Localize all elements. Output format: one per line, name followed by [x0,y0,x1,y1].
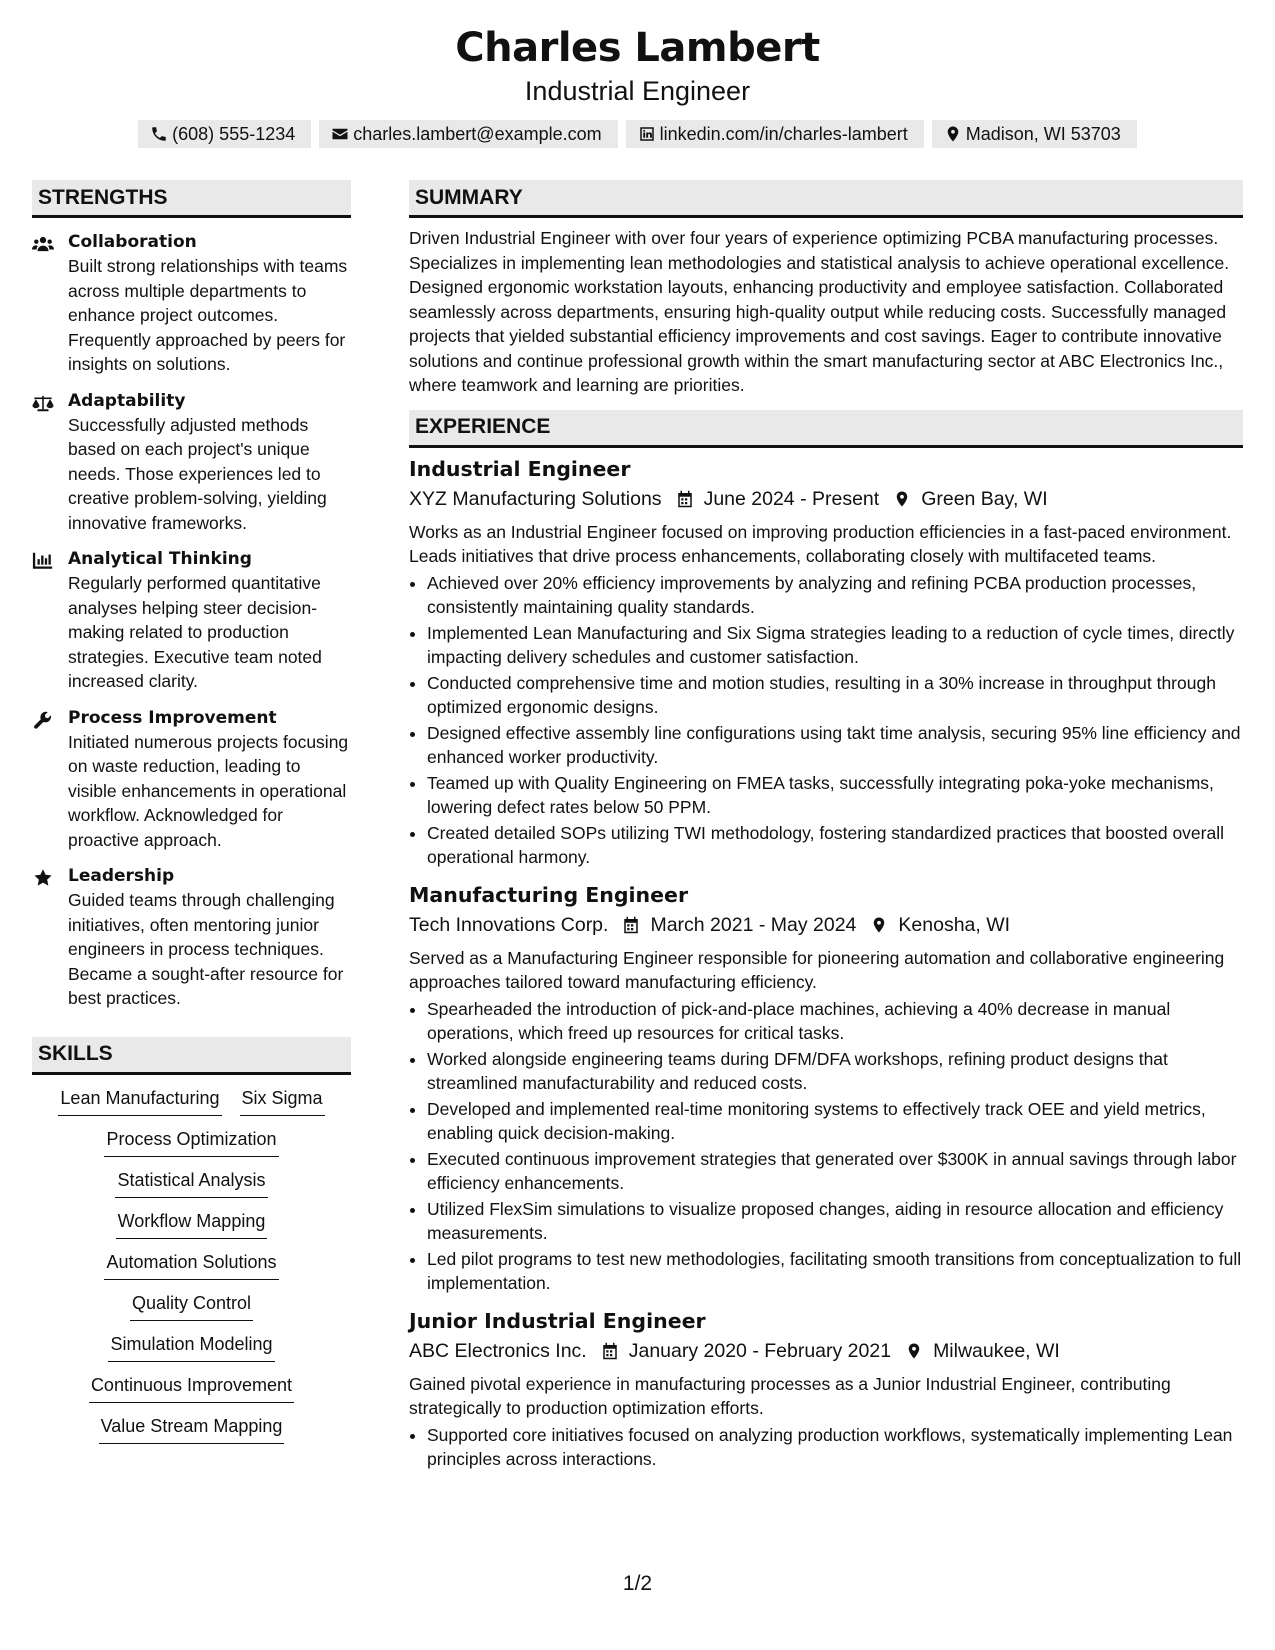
strength-item [32,230,351,377]
contact-phone-text: (608) 555-1234 [172,123,296,144]
job-bullet: • Led pilot programs to test new methodologies, facilitating smooth transitions from conceptualization to full implementation. [427,1247,1243,1296]
skill-tag: Quality Control [130,1290,253,1321]
job-bullet: • Implemented Lean Manufacturing and Six Sigma strategies leading to a reduction of cycle times, directly impacting delivery schedules and customer satisfaction. [427,621,1243,670]
job-dates: June 2024 - Present [703,487,880,510]
job-description: Works as an Industrial Engineer focused on improving production efficiencies in a fast-paced environment. Leads initiatives that drive process enhancements, collaborating closely with multifaceted teams. [409,521,1232,566]
skill-tag: Process Optimization [104,1126,278,1157]
strength-title: Leadership [68,866,175,886]
envelope-icon [331,125,349,143]
skills-list [32,1085,351,1444]
skill-tag: Lean Manufacturing [58,1085,221,1116]
job-entry [409,454,1243,870]
job-bullet: • Conducted comprehensive time and motion studies, resulting in a 30% increase in throughput through optimized ergonomic designs. [427,671,1243,720]
job-description: Served as a Manufacturing Engineer responsible for pioneering automation and collaborative engineering approaches tailored toward manufacturing efficiency. [409,947,1225,992]
map-pin-icon [870,916,888,934]
strengths-heading: STRENGTHS [32,180,351,218]
contact-linkedin[interactable] [626,120,924,148]
skill-tag: Value Stream Mapping [99,1413,285,1444]
job-bullet: • Created detailed SOPs utilizing TWI methodology, fostering standardized practices that boosted overall operational harmony. [427,821,1243,870]
skill-tag: Statistical Analysis [115,1167,267,1198]
job-entry [409,880,1243,1296]
strength-title: Adaptability [68,390,186,411]
job-bullet: • Spearheaded the introduction of pick-and-place machines, achieving a 40% decrease in manual operations, which freed up resources for critical tasks. [427,997,1243,1046]
left-column [32,180,351,1444]
job-bullets [409,997,1243,1296]
job-bullet: • Teamed up with Quality Engineering on FMEA tasks, successfully integrating poka-yoke mechanisms, lowering defect rates below 50 PPM. [427,771,1243,820]
contact-location-text: Madison, WI 53703 [965,123,1121,144]
calendar-icon [622,916,640,934]
calendar-icon [601,1342,619,1360]
bar-chart-icon [32,551,54,571]
skill-tag: Six Sigma [240,1085,325,1116]
strength-item [32,389,351,536]
strength-desc: Regularly performed quantitative analyses helping steer decision-making related to production strategies. Executive team noted increased clarity. [68,573,322,691]
candidate-title: Industrial Engineer [524,76,751,106]
skills-heading: SKILLS [32,1037,351,1075]
contact-location [932,120,1137,148]
job-bullets [409,571,1243,870]
job-location: Milwaukee, WI [933,1339,1060,1362]
job-dates: January 2020 - February 2021 [628,1339,892,1362]
experience-heading: EXPERIENCE [409,410,1243,448]
page-number: 1/2 [622,1572,653,1595]
job-description: Gained pivotal experience in manufacturing processes as a Junior Industrial Engineer, contributing strategically to production optimization efforts. [409,1373,1171,1418]
job-bullet: • Worked alongside engineering teams during DFM/DFA workshops, refining product designs that streamlined manufacturability and reduced costs. [427,1047,1243,1096]
strength-item [32,706,351,853]
users-icon [32,234,54,254]
linkedin-icon [638,125,656,143]
strength-desc: Built strong relationships with teams across multiple departments to enhance project outcomes. Frequently approached by peers for insights on solutions. [68,256,348,374]
strength-item [32,547,351,694]
job-entry [409,1306,1243,1472]
strength-title: Process Improvement [68,707,277,728]
strength-title: Analytical Thinking [68,549,252,569]
calendar-icon [676,490,694,508]
job-bullet: • Achieved over 20% efficiency improvements by analyzing and refining PCBA production processes, consistently maintaining quality standards. [427,571,1243,620]
strength-desc: Successfully adjusted methods based on each project's unique needs. Those experiences led to creative problem-solving, yielding innovative frameworks. [68,414,327,533]
summary-text: Driven Industrial Engineer with over four years of experience optimizing PCBA manufacturing processes. Specializes in implementing lean methodologies and statistical analysis to achieve operational excellence. Designed ergonomic workstation layouts, enhancing productivity and employee satisfaction. Collaborated seamlessly across departments, ensuring high-quality output while reducing costs. Successfully managed projects that yielded substantial efficiency improvements and cost savings. Eager to contribute innovative solutions and continue professional growth within the smart manufacturing sector at ABC Electronics Inc., where teamwork and learning are priorities. [409,228,1230,395]
strength-item [32,864,351,1011]
strength-title: Collaboration [68,232,197,252]
phone-icon [150,125,168,143]
job-bullet: • Executed continuous improvement strategies that generated over $300K in annual savings through labor efficiency enhancements. [427,1147,1243,1196]
job-dates: March 2021 - May 2024 [650,913,857,936]
candidate-name: Charles Lambert [455,25,820,71]
strength-desc: Guided teams through challenging initiatives, often mentoring junior engineers in process techniques. Became a sought-after resource for best practices. [68,890,344,1008]
contact-email[interactable] [319,120,617,148]
summary-heading: SUMMARY [409,180,1243,218]
job-bullet: • Developed and implemented real-time monitoring systems to effectively track OEE and yield metrics, enabling quick decision-making. [427,1097,1243,1146]
star-icon [32,868,54,888]
job-title: Industrial Engineer [409,456,631,481]
contact-linkedin-text: linkedin.com/in/charles-lambert [659,123,908,144]
job-meta [409,910,1243,940]
skill-tag: Simulation Modeling [108,1331,274,1362]
job-title: Junior Industrial Engineer [409,1308,706,1333]
right-column [409,180,1243,1473]
map-pin-icon [944,125,962,143]
map-pin-icon [893,490,911,508]
job-bullet: • Utilized FlexSim simulations to visualize proposed changes, aiding in resource allocation and efficiency measurements. [427,1197,1243,1246]
job-meta [409,1336,1243,1366]
job-location: Green Bay, WI [921,487,1048,510]
resume-header [0,22,1275,148]
wrench-icon [32,710,54,730]
job-meta [409,484,1243,514]
job-location: Kenosha, WI [898,913,1011,936]
skill-tag: Continuous Improvement [89,1372,294,1403]
skill-tag: Workflow Mapping [116,1208,268,1239]
scale-icon [32,393,54,413]
job-bullets [409,1423,1243,1472]
map-pin-icon [905,1342,923,1360]
job-company: XYZ Manufacturing Solutions [409,487,662,510]
skill-tag: Automation Solutions [104,1249,278,1280]
strength-desc: Initiated numerous projects focusing on waste reduction, leading to visible enhancements in operational workflow. Acknowledged for proactive approach. [68,731,349,850]
job-bullet: • Supported core initiatives focused on analyzing production workflows, systematically implementing Lean principles across interactions. [427,1423,1243,1472]
job-company: Tech Innovations Corp. [409,913,609,936]
contact-email-text: charles.lambert@example.com [353,123,602,144]
job-title: Manufacturing Engineer [409,882,689,907]
contact-phone[interactable] [138,120,311,148]
job-company: ABC Electronics Inc. [409,1339,587,1362]
contact-bar [0,120,1275,148]
job-bullet: • Designed effective assembly line configurations using takt time analysis, securing 95% line efficiency and enhanced worker productivity. [427,721,1243,770]
